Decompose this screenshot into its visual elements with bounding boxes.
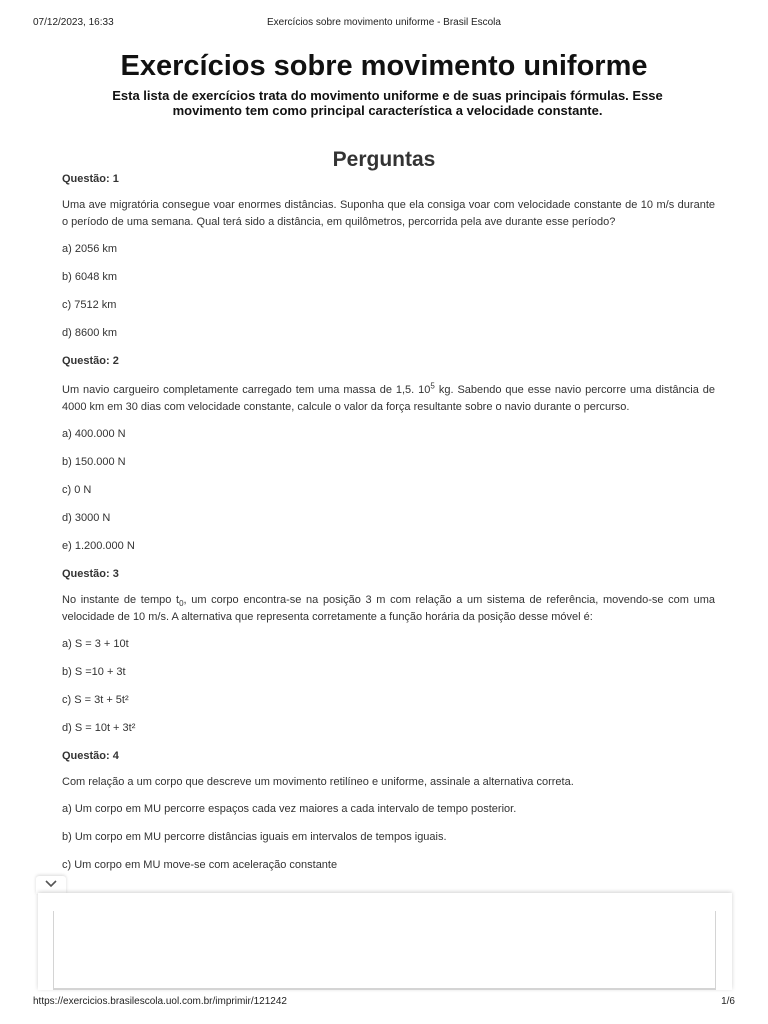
option-b: b) 6048 km	[62, 271, 118, 283]
page-number: 1/6	[721, 996, 735, 1007]
option-a: a) S = 3 + 10t	[62, 638, 129, 650]
option-d: d) 8600 km	[62, 327, 118, 339]
option-b: b) S =10 + 3t	[62, 666, 126, 678]
statement-text: kg. Sabendo que esse navio percorre uma distância de 4000 km em 30 dias com velocidade constante, calcule o valor da força resultante sobre o navio durante o percurso.	[62, 384, 715, 413]
chevron-down-icon	[45, 880, 57, 888]
option-c: c) Um corpo em MU move-se com aceleração constante	[62, 859, 338, 871]
option-a: a) Um corpo em MU percorre espaços cada vez maiores a cada intervalo de tempo posterior.	[62, 803, 517, 815]
option-d: d) S = 10t + 3t²	[62, 722, 136, 734]
question-3	[62, 566, 715, 737]
page-title: Exercícios sobre movimento uniforme	[120, 50, 648, 82]
question-label: Questão: 1	[62, 173, 119, 185]
statement-text: Um navio cargueiro completamente carregado tem uma massa de 1,5. 10	[62, 384, 431, 396]
statement-text: , um corpo encontra-se na posição 3 m com relação a um sistema de referência, movendo-se com uma velocidade de 10 m/s. A alternativa que representa corretamente a função horária da posição desse móvel é:	[62, 594, 715, 623]
question-label: Questão: 2	[62, 355, 119, 367]
subscript: 0	[179, 599, 184, 609]
question-label: Questão: 4	[62, 750, 119, 762]
option-c: c) 0 N	[62, 484, 92, 496]
question-statement	[62, 382, 715, 416]
question-2	[62, 353, 715, 555]
print-footer	[33, 996, 735, 1008]
questions-list	[62, 171, 715, 885]
option-b: b) 150.000 N	[62, 456, 126, 468]
ad-banner[interactable]	[38, 893, 732, 990]
question-4	[62, 748, 715, 874]
option-e: e) 1.200.000 N	[62, 540, 135, 552]
statement-text: No instante de tempo t	[62, 594, 180, 606]
question-1	[62, 171, 715, 342]
option-a: a) 2056 km	[62, 243, 118, 255]
ad-frame	[53, 911, 716, 990]
page-subtitle: Esta lista de exercícios trata do movimento uniforme e de suas principais fórmulas. Esse movimento tem como principal característica a velocidade constante.	[112, 88, 663, 118]
question-statement: Com relação a um corpo que descreve um movimento retilíneo e uniforme, assinale a alternativa correta.	[62, 776, 574, 788]
print-footer-url: https://exercicios.brasilescola.uol.com.br/imprimir/121242	[33, 996, 287, 1007]
ad-collapse-button[interactable]	[36, 876, 66, 894]
option-c: c) S = 3t + 5t²	[62, 694, 129, 706]
option-a: a) 400.000 N	[62, 428, 126, 440]
option-d: d) 3000 N	[62, 512, 111, 524]
question-label: Questão: 3	[62, 568, 119, 580]
print-header-datetime: 07/12/2023, 16:33	[33, 17, 114, 28]
print-header-title: Exercícios sobre movimento uniforme - Brasil Escola	[267, 17, 501, 28]
print-header	[33, 17, 735, 29]
section-title: Perguntas	[332, 148, 436, 171]
question-statement: Uma ave migratória consegue voar enormes distâncias. Suponha que ela consiga voar com velocidade constante de 10 m/s durante o período de uma semana. Qual terá sido a distância, em quilômetros, percorrida pela ave durante esse período?	[62, 199, 715, 228]
option-b: b) Um corpo em MU percorre distâncias iguais em intervalos de tempos iguais.	[62, 831, 447, 843]
question-statement	[62, 592, 715, 626]
exponent: 5	[430, 381, 435, 391]
option-c: c) 7512 km	[62, 299, 117, 311]
